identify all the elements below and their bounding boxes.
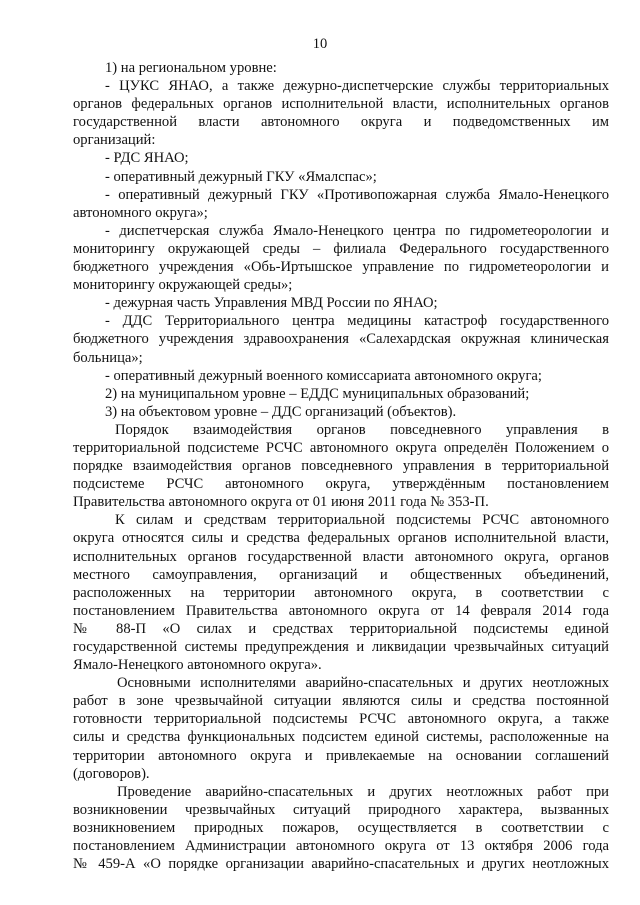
text-line: - оперативный дежурный военного комиссариата автономного округа; (105, 367, 542, 384)
text-line: постановлением Администрации автономного округа от 13 октября 2006 года (73, 838, 609, 855)
text-line: готовности территориальной подсистемы РСЧС автономного округа, а также (73, 711, 609, 728)
text-line: территории автономного округа и привлекаемые на основании соглашений (73, 747, 609, 764)
text-line: Ямало-Ненецкого автономного округа». (73, 657, 322, 674)
text-line: К силам и средствам территориальной подсистемы РСЧС автономного (115, 512, 609, 529)
text-line: организаций: (73, 132, 156, 149)
text-line: мониторингу окружающей среды»; (73, 277, 293, 294)
text-line: порядке взаимодействия органов повседневного управления в территориальной (73, 458, 609, 475)
text-line: силы и средства функциональных подсистем единой системы, расположенные на (73, 729, 609, 746)
text-line: мониторингу окружающей среды – филиала Федерального государственного (73, 240, 609, 257)
text-line: работ в зоне чрезвычайной ситуации являются силы и средства постоянной (73, 693, 609, 710)
text-line: подсистеме РСЧС автономного округа, утверждённым постановлением (73, 476, 609, 493)
document-body (73, 59, 609, 873)
text-line: автономного округа»; (73, 204, 208, 221)
text-line: местного самоуправления, организаций и общественных объединений, (73, 566, 609, 583)
text-line: государственной системы предупреждения и ликвидации чрезвычайных ситуаций (73, 639, 609, 655)
text-line: Порядок взаимодействия органов повседневного управления в (115, 421, 609, 438)
text-line: 3) на объектовом уровне – ДДС организаций (объектов). (105, 403, 457, 420)
text-line: возникновении чрезвычайных ситуаций природного характера, вызванных (73, 801, 609, 818)
text-line: - ЦУКС ЯНАО, а также дежурно-диспетчерские службы территориальных (105, 78, 609, 95)
text-line: бюджетного учреждения здравоохранения «Салехардская окружная клиническая (73, 331, 609, 348)
text-line: Проведение аварийно-спасательных и других неотложных работ при (117, 783, 609, 800)
text-line: Основными исполнителями аварийно-спасательных и других неотложных (117, 675, 609, 692)
text-line: округа относятся силы и средства федеральных органов исполнительной власти, (73, 530, 609, 547)
text-line: - оперативный дежурный ГКУ «Противопожарная служба Ямало-Ненецкого (105, 186, 609, 203)
text-line: № 88-П «О силах и средствах территориальной подсистемы единой (73, 620, 609, 637)
text-line: расположенных на территории автономного округа, в соответствии с (73, 584, 609, 601)
text-line: бюджетного учреждения «Обь-Иртышское управление по гидрометеорологии и (73, 259, 609, 276)
text-line: территориальной подсистеме РСЧС автономного округа определён Положением о (73, 439, 609, 456)
page-number: 10 (312, 36, 328, 52)
text-line: возникновением природных пожаров, осуществляется в соответствии с (73, 819, 609, 836)
text-line: государственной власти автономного округа и подведомственных им (73, 114, 609, 131)
text-line: Правительства автономного округа от 01 июня 2011 года № 353-П. (73, 494, 489, 511)
text-line: органов федеральных органов исполнительной власти, исполнительных органов (73, 96, 609, 113)
text-line: больница»; (73, 349, 143, 366)
text-line: (договоров). (73, 765, 150, 782)
text-line: исполнительных органов государственной власти автономного округа, органов (73, 548, 609, 565)
text-line: - дежурная часть Управления МВД России по ЯНАО; (105, 295, 438, 312)
text-line: постановлением Правительства автономного округа от 14 февраля 2014 года (73, 602, 609, 619)
text-line: 2) на муниципальном уровне – ЕДДС муниципальных образований; (105, 385, 530, 402)
text-line: - РДС ЯНАО; (105, 150, 189, 167)
text-line: - диспетчерская служба Ямало-Ненецкого центра по гидрометеорологии и (105, 222, 609, 239)
text-line: - ДДС Территориального центра медицины катастроф государственного (105, 313, 609, 330)
text-line: № 459-А «О порядке организации аварийно-спасательных и других неотложных (73, 856, 609, 873)
text-line: 1) на региональном уровне: (105, 60, 277, 76)
text-line: - оперативный дежурный ГКУ «Ямалспас»; (105, 168, 377, 185)
